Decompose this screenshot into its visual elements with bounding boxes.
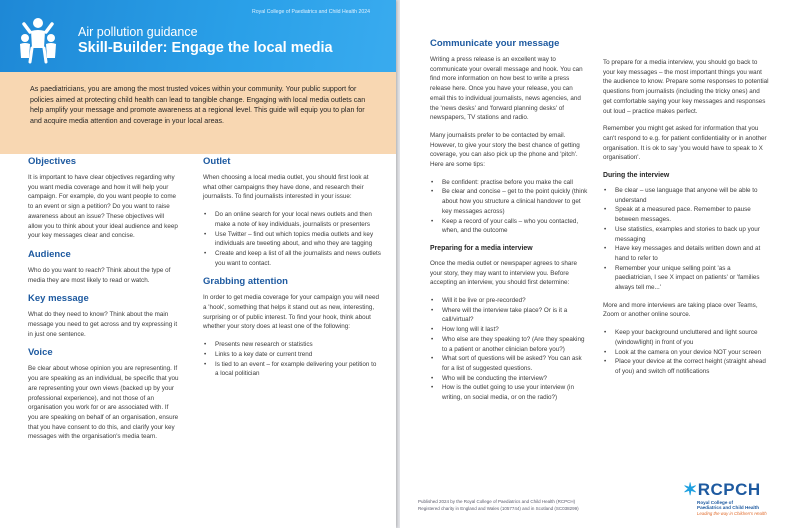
- list-item: • Place your device at the correct height (straight ahead of you) and switch off notifications: [603, 357, 769, 376]
- voice-text: Be clear about whose opinion you are representing. If you are speaking as an individual, be specific that you are representing your own views (backed up by your professional experience), and not those of an organisation you work for or are associated with. If you are speaking on behalf of an organisation, ensure that you have consent to do this, and clarify your key messages with the organisation's media team.: [28, 365, 179, 441]
- pitch-tips-list: [430, 178, 588, 236]
- communicate-heading: Communicate your message: [430, 38, 560, 49]
- grabbing-attention-heading: Grabbing attention: [203, 276, 288, 288]
- header-banner: [0, 0, 396, 72]
- during-heading: During the interview: [603, 172, 670, 180]
- list-item: • Links to a key date or current trend: [203, 350, 381, 360]
- list-item: • Have key messages and details written down and at hand to refer to: [603, 244, 769, 263]
- audience-text: Who do you want to reach? Think about the type of media they are most likely to read or watch.: [28, 266, 171, 284]
- key-message-text: What do they need to know? Think about the main message you need to get across and try expressing it in just one sentence.: [28, 311, 178, 338]
- rcpch-tagline: Leading the way in Children's Health: [697, 511, 767, 516]
- grabbing-attention-text: In order to get media coverage for your campaign you will need a 'hook', something that helps it stand out as new, interesting, surprising or of public interest. To find your hook, think about whether your story does at least one of the following:: [203, 294, 380, 331]
- list-item: • Keep a record of your calls – who you contacted, when, and the outcome: [430, 217, 588, 236]
- right-column-1: [430, 38, 588, 411]
- rcpch-name-line1: Royal College of: [697, 500, 733, 505]
- org-line: Royal College of Paediatrics and Child Health 2024: [252, 9, 370, 15]
- list-item: • Remember your unique selling point 'as a paediatrician, I see X impact on patients' or 'families always tell me...': [603, 264, 769, 293]
- left-column-2: [203, 156, 381, 387]
- right-column-2: [603, 58, 769, 385]
- list-item: • Use Twitter – find out which topics media outlets and key individuals are tweeting about, and who they are tagging: [203, 230, 381, 249]
- rcpch-wordmark: ✶RCPCH: [683, 480, 761, 499]
- rcpch-name-line2: Paediatrics and Child Health: [697, 505, 760, 510]
- objectives-text: It is important to have clear objectives regarding why you want media coverage and how it will help your campaign. For example, do you want people to come to an event or sign a petition? Do you want to raise awareness about an issue? These objectives will allow you to think about your ideal audience and keep your key messages clear and concise.: [28, 174, 178, 240]
- list-item: • Be clear and concise – get to the point quickly (think about how you structure a clinical handover to get key messages across): [430, 187, 588, 216]
- charity-line: Registered charity in England and Wales (1057744) and in Scotland (SC038299): [418, 506, 579, 511]
- rcpch-logo: [683, 478, 773, 522]
- list-item: • Use statistics, examples and stories to back up your messaging: [603, 225, 769, 244]
- intro-box: [0, 72, 396, 154]
- list-item: • Look at the camera on your device NOT your screen: [603, 348, 769, 358]
- prepare-text-1: To prepare for a media interview, you should go back to your key messages – the most important things you want the audience to know. Prepare some responses to potential questions from journalists (including the tricky ones) and get comfortable saying your key messages and responses out loud – practice makes perfect.: [603, 59, 769, 115]
- preparing-heading: Preparing for a media interview: [430, 244, 533, 252]
- list-item: • What sort of questions will be asked? You can ask for a list of suggested questions.: [430, 354, 588, 373]
- outlet-list: [203, 210, 381, 268]
- during-list: [603, 186, 769, 293]
- prepare-text-2: Remember you might get asked for information that you can't respond to e.g. for patient confidentiality or in another organisation. It is ok to say 'you would have to speak to X organisation'.: [603, 125, 767, 162]
- children-group-icon: [16, 14, 60, 64]
- outlet-text: When choosing a local media outlet, you should first look at what other campaigns they have done, and research their journalists. To find journalists interested in your issue:: [203, 174, 369, 201]
- guide-title: Skill-Builder: Engage the local media: [78, 40, 333, 56]
- list-item: • Will it be live or pre-recorded?: [430, 296, 588, 306]
- grabbing-attention-list: [203, 340, 381, 379]
- list-item: • Do an online search for your local news outlets and then make a note of key individuals, journalists or presenters: [203, 210, 381, 229]
- intro-text: As paediatricians, you are among the most trusted voices within your community. Your public support for policies aimed at protecting child health can lead to tangible change. Engaging with local media outlets can help amplify your message and promote awareness at a regional level. This guide will equip you to plan for and acquire media attention and coverage in your local areas.: [30, 85, 366, 125]
- objectives-heading: Objectives: [28, 156, 77, 167]
- publication-line: Published 2024 by the Royal College of Paediatrics and Child Health (RCPCH): [418, 499, 576, 504]
- online-interviews-text: More and more interviews are taking place over Teams, Zoom or another online source.: [603, 301, 758, 319]
- preparing-list: [430, 296, 588, 403]
- guide-subtitle: Air pollution guidance: [78, 25, 198, 39]
- list-item: • Keep your background uncluttered and light source (window/light) in front of you: [603, 328, 769, 347]
- list-item: • Where will the interview take place? Or is it a call/virtual?: [430, 306, 588, 325]
- voice-heading: Voice: [28, 347, 53, 359]
- key-message-heading: Key message: [28, 293, 89, 305]
- publication-note: [418, 498, 618, 512]
- communicate-text-2: Many journalists prefer to be contacted by email. However, to give your story the best chance of getting coverage, you can also pick up the phone and 'pitch'. Here are some tips:: [430, 131, 580, 169]
- online-tips-list: [603, 328, 769, 377]
- preparing-text: Once the media outlet or newspaper agrees to share your story, they may want to interview you. Before accepting an interview, you should first determine:: [430, 259, 578, 287]
- list-item: • How is the outlet going to use your interview (in writing, on social media, or on the radio?): [430, 383, 588, 402]
- list-item: • Create and keep a list of all the journalists and news outlets you want to contact.: [203, 249, 381, 268]
- list-item: • Presents new research or statistics: [203, 340, 381, 350]
- communicate-text-1: Writing a press release is an excellent way to communicate your overall message and hook. You can find more information on how best to write a press release here. Once you have your release, you can email this to individual journalists, news agencies, and the 'news desks' and 'forward planning desks' of newspapers, TV stations and radio.: [430, 56, 583, 122]
- outlet-heading: Outlet: [203, 156, 231, 167]
- list-item: • Who will be conducting the interview?: [430, 374, 588, 384]
- list-item: • How long will it last?: [430, 325, 588, 335]
- list-item: • Speak at a measured pace. Remember to pause between messages.: [603, 205, 769, 224]
- list-item: • Be confident: practise before you make the call: [430, 178, 588, 188]
- audience-heading: Audience: [28, 248, 71, 260]
- list-item: • Be clear – use language that anyone will be able to understand: [603, 186, 769, 205]
- list-item: • Who else are they speaking to? (Are they speaking to a patient or another clinician before you?): [430, 335, 588, 354]
- list-item: • Is tied to an event – for example delivering your petition to a local politician: [203, 360, 381, 379]
- left-column-1: [28, 156, 180, 450]
